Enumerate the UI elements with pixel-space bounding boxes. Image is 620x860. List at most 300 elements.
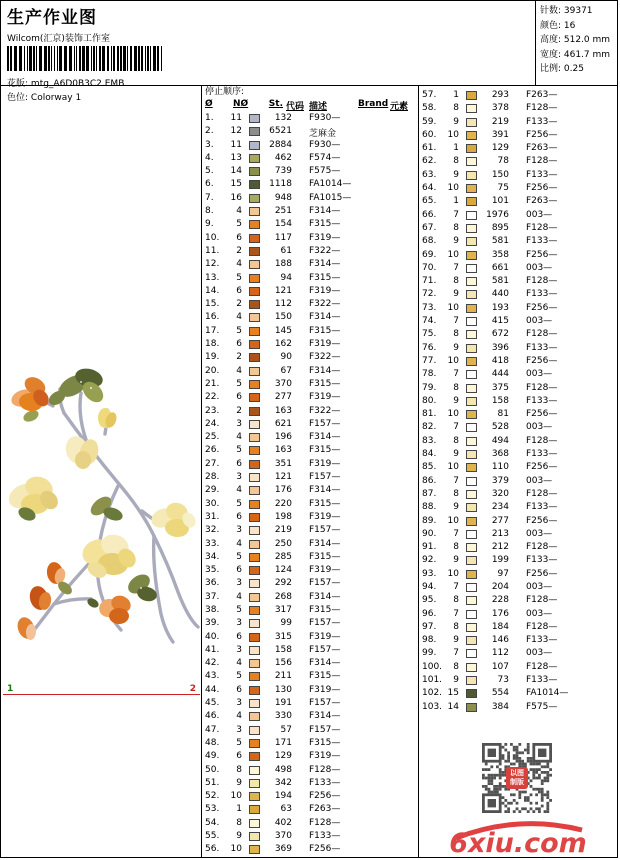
table-row [203, 325, 418, 338]
thread-color-swatch [249, 247, 260, 256]
needle-number: 5 [236, 378, 242, 389]
needle-number: 8 [453, 329, 459, 340]
thread-code: 003— [526, 581, 553, 592]
row-index: 27. [205, 458, 220, 469]
row-index: 54. [205, 817, 220, 828]
thread-code: F314— [309, 432, 341, 443]
table-row [203, 178, 418, 191]
needle-number: 10 [447, 249, 459, 260]
stitch-count: 292 [274, 578, 292, 589]
thread-color-swatch [249, 619, 260, 628]
pattern-value: mtg_A6D0B3C2.EMB [30, 79, 125, 89]
thread-color-swatch [249, 287, 260, 296]
thread-code: 003— [526, 369, 553, 380]
stitch-count: 112 [491, 648, 509, 659]
colorway-value: Colorway 1 [30, 93, 82, 103]
thread-color-swatch [466, 251, 477, 260]
row-index: 94. [422, 581, 437, 592]
thread-color-swatch [249, 606, 260, 615]
stitch-count: 57 [280, 724, 292, 735]
row-index: 68. [422, 236, 437, 247]
needle-number: 9 [236, 831, 242, 842]
needle-number: 15 [447, 688, 459, 699]
row-index: 93. [422, 568, 437, 579]
thread-color-swatch [249, 420, 260, 429]
row-index: 15. [205, 299, 220, 310]
thread-code: F575— [526, 701, 558, 712]
needle-number: 7 [453, 262, 459, 273]
thread-color-swatch [249, 433, 260, 442]
thread-code: F128— [526, 276, 558, 287]
thread-color-swatch [249, 540, 260, 549]
row-index: 42. [205, 658, 220, 669]
table-row [203, 351, 418, 364]
thread-color-swatch [466, 437, 477, 446]
row-index: 32. [205, 525, 220, 536]
stitch-count: 132 [274, 113, 292, 123]
thread-code: F128— [526, 621, 558, 632]
stitch-count: 581 [491, 236, 509, 247]
thread-color-swatch [249, 593, 260, 602]
column-header-5: 描述 [309, 102, 328, 112]
table-row [203, 272, 418, 285]
thread-code: F314— [309, 591, 341, 602]
row-index: 96. [422, 608, 437, 619]
thread-code: FA1014— [526, 688, 569, 699]
thread-table-column-1 [203, 86, 419, 857]
needle-number: 4 [236, 711, 242, 722]
stitch-count: 156 [274, 658, 292, 669]
needle-number: 8 [453, 156, 459, 167]
row-index: 88. [422, 502, 437, 513]
thread-color-swatch [249, 752, 260, 761]
thread-color-swatch [249, 220, 260, 229]
needle-number: 3 [236, 724, 242, 735]
row-index: 28. [205, 472, 220, 483]
needle-number: 3 [236, 525, 242, 536]
row-index: 100. [422, 661, 443, 672]
table-row [203, 311, 418, 324]
thread-code: 003— [526, 209, 553, 220]
thread-code: F315— [309, 272, 341, 283]
thread-color-swatch [466, 570, 477, 579]
thread-code: F315— [309, 325, 341, 336]
thread-color-swatch [466, 703, 477, 712]
stitch-count: 146 [491, 635, 509, 646]
stitch-count: 418 [491, 355, 509, 366]
thread-color-swatch [466, 330, 477, 339]
thread-code: 003— [526, 648, 553, 659]
thread-color-swatch [466, 91, 477, 100]
thread-code: F256— [526, 409, 558, 420]
stitch-count: 661 [491, 262, 509, 273]
stitch-count: 554 [491, 688, 509, 699]
row-index: 58. [422, 103, 437, 114]
thread-color-swatch [466, 596, 477, 605]
row-index: 101. [422, 675, 443, 686]
table-row [420, 302, 617, 315]
thread-code: F315— [309, 219, 341, 230]
stitch-count: 2884 [269, 139, 292, 150]
stitch-count: 154 [274, 219, 292, 230]
table-row [203, 724, 418, 737]
needle-number: 14 [230, 166, 242, 177]
thread-color-swatch [249, 726, 260, 735]
row-index: 76. [422, 342, 437, 353]
stitch-count: 342 [274, 777, 292, 788]
needle-number: 4 [236, 485, 242, 496]
colorway-label: 色位: [7, 93, 29, 103]
needle-number: 5 [236, 498, 242, 509]
row-index: 9. [205, 219, 214, 230]
needle-number: 2 [236, 352, 242, 363]
needle-number: 2 [236, 245, 242, 256]
stitch-count: 158 [491, 395, 509, 406]
thread-color-swatch [249, 327, 260, 336]
thread-color-swatch [249, 819, 260, 828]
needle-number: 7 [453, 648, 459, 659]
thread-color-swatch [249, 513, 260, 522]
stitch-count: 81 [497, 409, 509, 420]
column-header-2: NØ [233, 99, 249, 109]
column-header-1: Ø [205, 99, 213, 109]
row-index: 40. [205, 631, 220, 642]
row-index: 47. [205, 724, 220, 735]
stitch-count: 228 [491, 595, 509, 606]
needle-number: 8 [453, 435, 459, 446]
row-index: 73. [422, 302, 437, 313]
table-row [203, 710, 418, 723]
thread-color-swatch [249, 500, 260, 509]
table-row [420, 581, 617, 594]
thread-code: F322— [309, 245, 341, 256]
thread-color-swatch [466, 277, 477, 286]
table-row [420, 89, 617, 102]
stitch-count: 117 [274, 232, 292, 243]
stitch-count: 391 [491, 129, 509, 140]
needle-number: 8 [453, 621, 459, 632]
thread-color-swatch [466, 197, 477, 206]
stitch-count: 739 [274, 166, 292, 177]
sheet-body [1, 86, 617, 857]
stitch-count: 97 [497, 568, 509, 579]
stitch-count: 171 [274, 737, 292, 748]
stitch-count: 124 [274, 565, 292, 576]
thread-color-swatch [466, 543, 477, 552]
table-row [420, 155, 617, 168]
stitch-count: 672 [491, 329, 509, 340]
needle-number: 8 [453, 661, 459, 672]
stitch-count: 213 [491, 528, 509, 539]
thread-code: F314— [309, 365, 341, 376]
thread-code: F157— [309, 618, 341, 629]
thread-color-swatch [466, 370, 477, 379]
row-index: 85. [422, 462, 437, 473]
thread-color-swatch [249, 646, 260, 655]
thread-color-swatch [249, 460, 260, 469]
row-index: 51. [205, 777, 220, 788]
stitch-count: 948 [274, 192, 292, 203]
row-index: 20. [205, 365, 220, 376]
table-row [420, 647, 617, 660]
thread-code: F315— [309, 498, 341, 509]
thread-code: F263— [526, 143, 558, 154]
thread-code: F157— [309, 724, 341, 735]
stitch-count: 90 [280, 352, 292, 363]
stitch-count: 234 [491, 502, 509, 513]
stitch-count: 895 [491, 222, 509, 233]
table-row [420, 528, 617, 541]
thread-code: F256— [526, 568, 558, 579]
thread-color-swatch [466, 649, 477, 658]
thread-code: F256— [526, 129, 558, 140]
thread-code: F128— [526, 103, 558, 114]
table-row [420, 687, 617, 700]
needle-number: 1 [236, 804, 242, 815]
thread-color-swatch [249, 712, 260, 721]
table-row [203, 232, 418, 245]
table-row [203, 803, 418, 816]
row-index: 75. [422, 329, 437, 340]
needle-number: 3 [236, 472, 242, 483]
thread-color-swatch [466, 317, 477, 326]
needle-number: 4 [236, 658, 242, 669]
table-row [420, 448, 617, 461]
page-title: 生产作业图 [7, 8, 97, 28]
thread-color-swatch [466, 450, 477, 459]
thread-code: F315— [309, 671, 341, 682]
thread-color-swatch [249, 127, 260, 136]
thread-color-swatch [249, 766, 260, 775]
info-row: 颜色: 16 [540, 20, 576, 31]
thread-color-swatch [466, 503, 477, 512]
table-row [203, 484, 418, 497]
design-preview-panel [1, 86, 202, 857]
thread-code: F314— [309, 658, 341, 669]
table-row [420, 541, 617, 554]
row-index: 26. [205, 445, 220, 456]
thread-code: F256— [526, 355, 558, 366]
thread-code: F133— [526, 169, 558, 180]
needle-number: 9 [453, 116, 459, 127]
thread-code: F322— [309, 352, 341, 363]
row-index: 102. [422, 688, 443, 699]
needle-number: 5 [236, 604, 242, 615]
thread-code: F133— [526, 116, 558, 127]
thread-color-swatch [249, 672, 260, 681]
row-index: 56. [205, 844, 220, 855]
thread-color-swatch [249, 579, 260, 588]
thread-color-swatch [249, 167, 260, 176]
thread-color-swatch [466, 304, 477, 313]
thread-code: 003— [526, 475, 553, 486]
table-row [420, 288, 617, 301]
table-row [203, 644, 418, 657]
thread-color-swatch [466, 144, 477, 153]
thread-color-swatch [466, 583, 477, 592]
stop-order-label: 停止顺序: [205, 87, 245, 97]
table-row [420, 501, 617, 514]
stitch-count: 277 [491, 515, 509, 526]
thread-code: F263— [526, 196, 558, 207]
info-row: 高度: 512.0 mm [540, 35, 611, 45]
needle-number: 4 [236, 312, 242, 323]
thread-code: F133— [526, 675, 558, 686]
thread-code: F256— [526, 515, 558, 526]
table-row [420, 315, 617, 328]
stitch-count: 129 [491, 143, 509, 154]
stitch-count: 204 [491, 581, 509, 592]
table-row [203, 777, 418, 790]
stitch-count: 384 [491, 701, 509, 712]
stitch-count: 358 [491, 249, 509, 260]
row-index: 19. [205, 352, 220, 363]
thread-code: F133— [309, 777, 341, 788]
needle-number: 7 [453, 475, 459, 486]
thread-code: 003— [526, 608, 553, 619]
needle-number: 11 [230, 113, 242, 123]
row-index: 2. [205, 126, 214, 137]
thread-table-column-2 [420, 86, 617, 857]
stitch-count: 194 [274, 791, 292, 802]
thread-code: F128— [309, 764, 341, 775]
needle-number: 10 [230, 844, 242, 855]
thread-code: F263— [309, 804, 341, 815]
needle-number: 5 [236, 219, 242, 230]
stitch-count: 94 [280, 272, 292, 283]
thread-code: F256— [526, 249, 558, 260]
needle-number: 5 [236, 737, 242, 748]
table-row [420, 262, 617, 275]
stitch-count: 528 [491, 422, 509, 433]
needle-number: 6 [236, 232, 242, 243]
stitch-count: 379 [491, 475, 509, 486]
barcode [7, 46, 165, 75]
thread-code: F256— [309, 791, 341, 802]
thread-code: 003— [526, 262, 553, 273]
row-index: 66. [422, 209, 437, 220]
thread-code: 003— [526, 528, 553, 539]
stitch-count: 440 [491, 289, 509, 300]
needle-number: 10 [447, 462, 459, 473]
thread-color-swatch [249, 260, 260, 269]
row-index: 83. [422, 435, 437, 446]
stitch-count: 193 [491, 302, 509, 313]
needle-number: 10 [447, 568, 459, 579]
table-row [420, 515, 617, 528]
table-row [203, 165, 418, 178]
table-row [203, 697, 418, 710]
thread-color-swatch [249, 340, 260, 349]
thread-code: F128— [526, 329, 558, 340]
needle-number: 9 [453, 289, 459, 300]
needle-number: 10 [447, 129, 459, 140]
stitch-count: 61 [280, 245, 292, 256]
thread-code: F322— [309, 299, 341, 310]
thread-color-swatch [249, 300, 260, 309]
needle-number: 3 [236, 644, 242, 655]
row-index: 10. [205, 232, 220, 243]
stitch-count: 67 [280, 365, 292, 376]
table-row [420, 342, 617, 355]
column-header-6: Brand [358, 99, 389, 109]
thread-color-swatch [466, 463, 477, 472]
thread-color-swatch [466, 224, 477, 233]
stitch-count: 107 [491, 661, 509, 672]
table-row [420, 142, 617, 155]
stitch-count: 370 [274, 831, 292, 842]
thread-color-swatch [249, 380, 260, 389]
table-row [420, 182, 617, 195]
row-index: 29. [205, 485, 220, 496]
thread-color-swatch [466, 118, 477, 127]
stitch-count: 150 [491, 169, 509, 180]
row-index: 91. [422, 542, 437, 553]
table-row [203, 112, 418, 125]
thread-color-swatch [249, 313, 260, 322]
row-index: 103. [422, 701, 443, 712]
table-row [203, 285, 418, 298]
thread-color-swatch [466, 357, 477, 366]
qr-center-stamp [506, 767, 528, 789]
stitch-count: 150 [274, 312, 292, 323]
row-index: 4. [205, 152, 214, 163]
row-index: 8. [205, 206, 214, 217]
thread-code: F315— [309, 604, 341, 615]
needle-number: 6 [236, 565, 242, 576]
table-row [203, 684, 418, 697]
row-index: 3. [205, 139, 214, 150]
needle-number: 7 [453, 316, 459, 327]
thread-color-swatch [466, 477, 477, 486]
row-index: 50. [205, 764, 220, 775]
table-row [203, 631, 418, 644]
row-index: 74. [422, 316, 437, 327]
row-index: 43. [205, 671, 220, 682]
row-index: 64. [422, 183, 437, 194]
table-row [420, 235, 617, 248]
table-row [420, 621, 617, 634]
table-row [203, 458, 418, 471]
row-index: 61. [422, 143, 437, 154]
table-row [203, 551, 418, 564]
table-row [203, 192, 418, 205]
needle-number: 8 [453, 103, 459, 114]
thread-code: F319— [309, 631, 341, 642]
column-header-7: 元素 [390, 102, 409, 112]
table-row [203, 418, 418, 431]
row-index: 46. [205, 711, 220, 722]
table-row [420, 129, 617, 142]
needle-number: 9 [453, 502, 459, 513]
stitch-count: 581 [491, 276, 509, 287]
thread-color-swatch [249, 393, 260, 402]
needle-number: 9 [453, 342, 459, 353]
needle-number: 1 [453, 143, 459, 154]
table-row [203, 205, 418, 218]
row-index: 55. [205, 831, 220, 842]
stitch-count: 198 [274, 511, 292, 522]
table-row [420, 355, 617, 368]
stitch-count: 368 [491, 449, 509, 460]
table-row [203, 750, 418, 763]
thread-code: F319— [309, 392, 341, 403]
needle-number: 1 [453, 90, 459, 100]
needle-number: 8 [236, 764, 242, 775]
row-index: 39. [205, 618, 220, 629]
row-index: 38. [205, 604, 220, 615]
needle-number: 10 [447, 302, 459, 313]
